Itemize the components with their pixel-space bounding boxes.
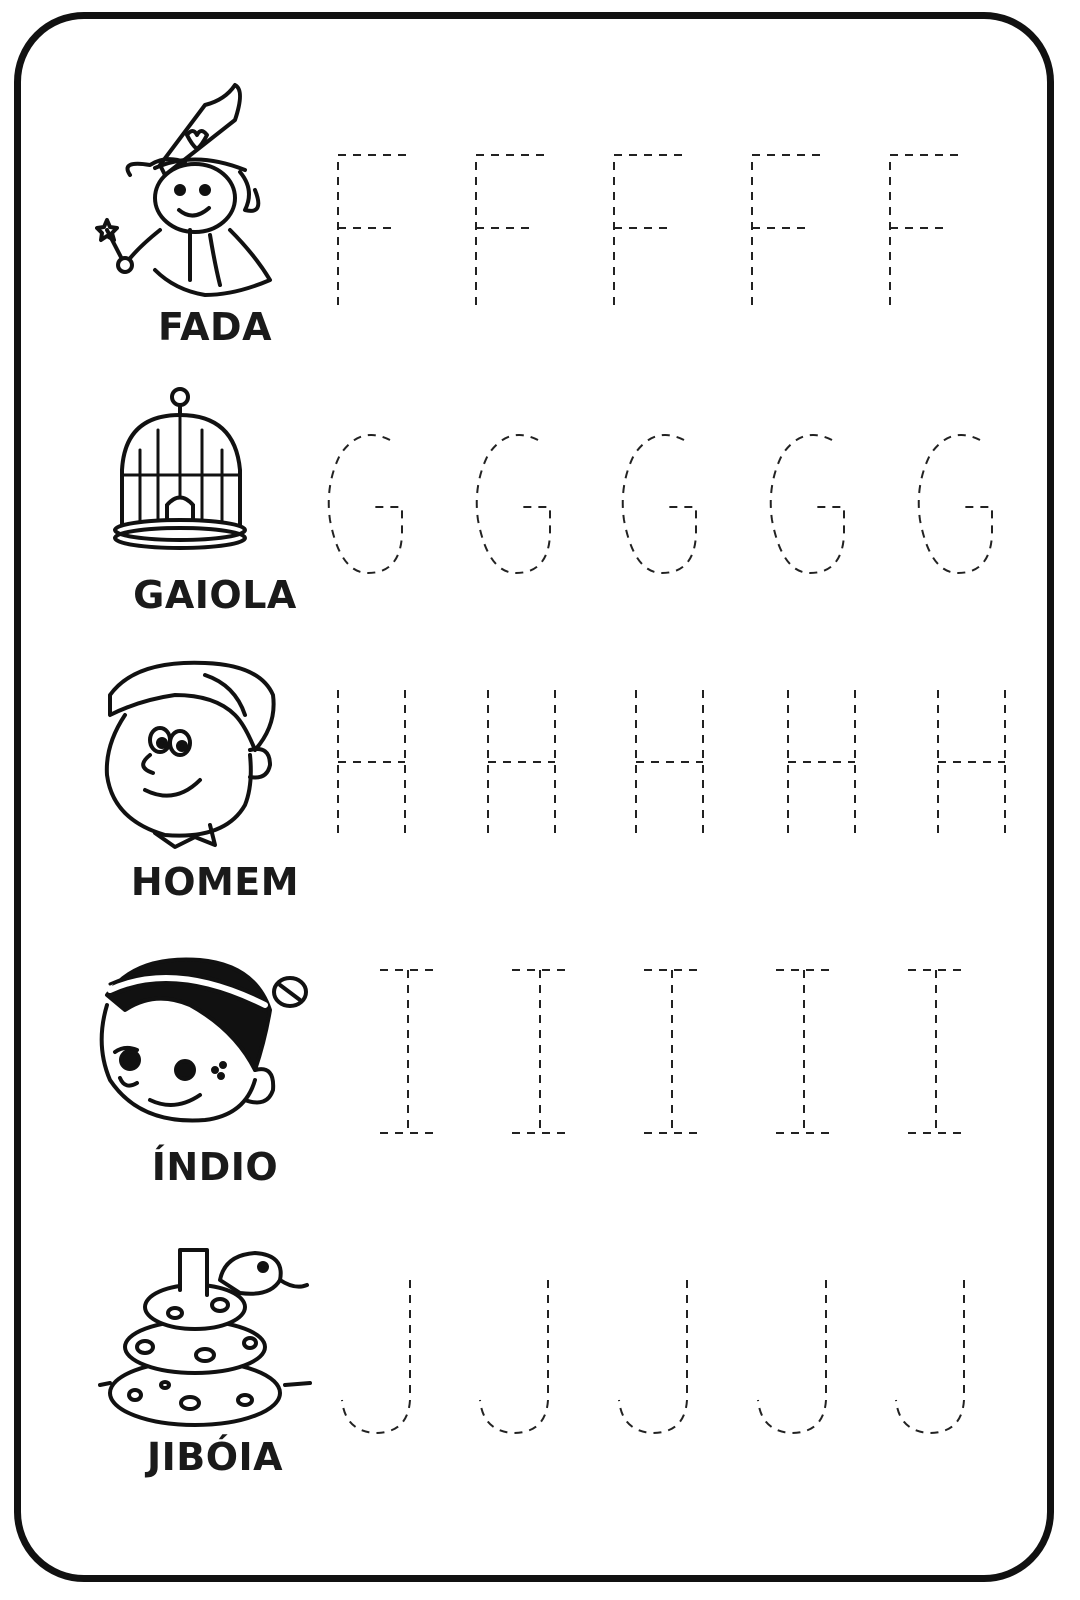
word-indio: ÍNDIO	[151, 1145, 279, 1189]
traced-letter-i[interactable]	[644, 970, 699, 1133]
traced-letter-f[interactable]	[752, 155, 824, 305]
traced-letter-g[interactable]	[623, 435, 696, 573]
traced-letter-i[interactable]	[776, 970, 831, 1133]
traced-letter-f[interactable]	[614, 155, 686, 305]
indigenous-boy-icon	[95, 950, 325, 1140]
word-fada: FADA	[158, 305, 272, 349]
traced-letter-j[interactable]	[342, 1280, 410, 1433]
traced-letter-f[interactable]	[890, 155, 962, 305]
traced-letter-f[interactable]	[338, 155, 410, 305]
traced-letter-g[interactable]	[771, 435, 844, 573]
traced-letter-i[interactable]	[380, 970, 435, 1133]
traced-letter-i[interactable]	[908, 970, 963, 1133]
birdcage-icon	[95, 380, 325, 560]
word-gaiola: GAIOLA	[133, 573, 297, 617]
traced-letter-h[interactable]	[788, 690, 855, 840]
traced-letter-g[interactable]	[919, 435, 992, 573]
traced-letter-h[interactable]	[488, 690, 555, 840]
traced-letter-h[interactable]	[636, 690, 703, 840]
traced-letter-j[interactable]	[896, 1280, 964, 1433]
word-homem: HOMEM	[130, 860, 300, 904]
traced-letter-h[interactable]	[938, 690, 1005, 840]
tracing-letters-i[interactable]	[320, 965, 1040, 1140]
traced-letter-f[interactable]	[476, 155, 548, 305]
tracing-letters-g[interactable]	[320, 425, 1040, 575]
fairy-icon	[95, 80, 325, 310]
tracing-letters-f[interactable]	[320, 150, 1040, 310]
tracing-letters-h[interactable]	[320, 690, 1040, 840]
traced-letter-g[interactable]	[329, 435, 402, 573]
traced-letter-g[interactable]	[477, 435, 550, 573]
man-face-icon	[95, 655, 325, 855]
traced-letter-j[interactable]	[758, 1280, 826, 1433]
boa-snake-icon	[95, 1235, 325, 1435]
tracing-letters-j[interactable]	[320, 1275, 1040, 1435]
traced-letter-j[interactable]	[480, 1280, 548, 1433]
word-jiboia: JIBÓIA	[146, 1435, 284, 1479]
traced-letter-h[interactable]	[338, 690, 405, 840]
traced-letter-j[interactable]	[619, 1280, 687, 1433]
traced-letter-i[interactable]	[512, 970, 567, 1133]
